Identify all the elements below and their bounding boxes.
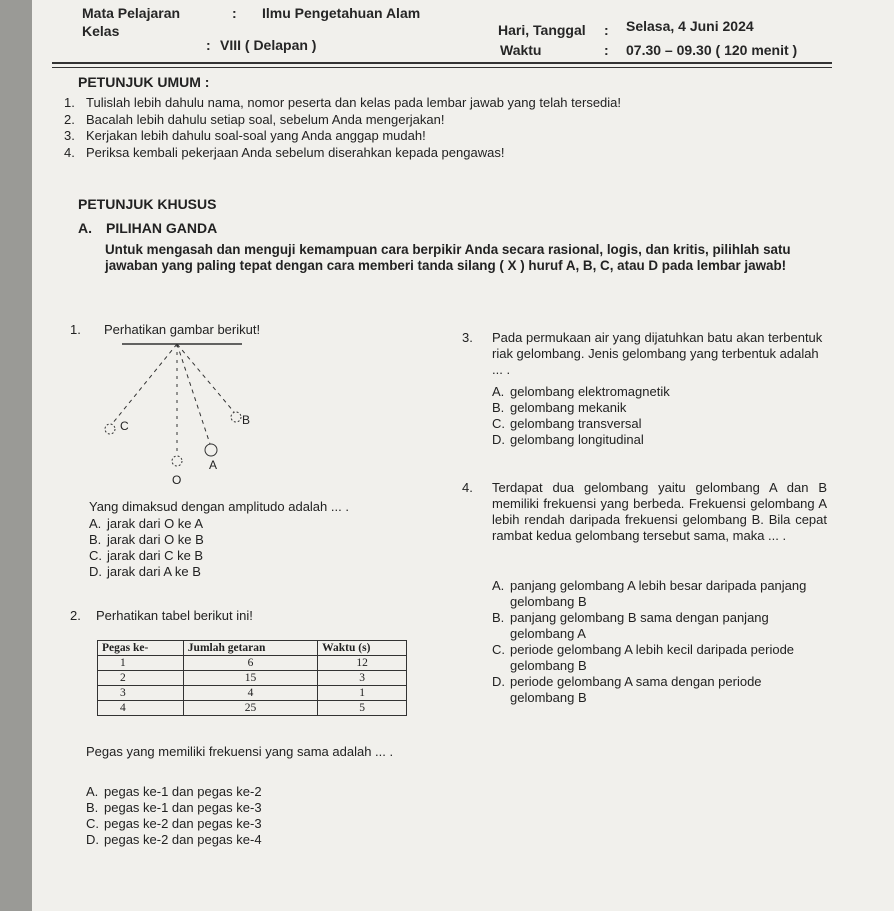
option[interactable]: D. periode gelombang A sama dengan periode gelombang B (492, 674, 762, 705)
string-a (177, 344, 210, 444)
section-title: PILIHAN GANDA (106, 220, 218, 236)
class-colon: : (206, 37, 211, 53)
class-label: Kelas (82, 23, 120, 39)
list-item: 2. Bacalah lebih dahulu setiap soal, sebelum Anda mengerjakan! (64, 111, 445, 127)
table-row: 2 15 3 (98, 671, 407, 686)
option[interactable]: B. gelombang mekanik (492, 400, 627, 415)
option[interactable]: B. panjang gelombang B sama dengan panjang gelombang A (492, 610, 769, 641)
q4-number: 4. (462, 480, 473, 495)
bob-o (172, 456, 182, 466)
date-value: Selasa, 4 Juni 2024 (626, 18, 754, 34)
option[interactable]: C. gelombang transversal (492, 416, 642, 431)
pendulum-figure (92, 338, 262, 488)
q1-prompt: Perhatikan gambar berikut! (104, 322, 261, 337)
option[interactable]: D. pegas ke-2 dan pegas ke-4 (86, 832, 262, 847)
option[interactable]: B. jarak dari O ke B (89, 532, 204, 547)
label-o: O (172, 473, 182, 487)
table-header: Pegas ke- (98, 641, 184, 656)
q3-question: Pada permukaan air yang dijatuhkan batu akan terbentuk riak gelombang. Jenis gelombang yang terbentuk adalah ... . (492, 330, 823, 377)
option[interactable]: B. pegas ke-1 dan pegas ke-3 (86, 800, 262, 815)
general-instructions-title: PETUNJUK UMUM : (78, 74, 210, 90)
q1-number: 1. (70, 322, 81, 337)
label-c: C (120, 419, 129, 433)
table-header-row (98, 641, 407, 656)
special-instructions-title: PETUNJUK KHUSUS (78, 196, 217, 212)
option[interactable]: D. gelombang longitudinal (492, 432, 644, 447)
option[interactable]: A. jarak dari O ke A (89, 516, 204, 531)
subject-label: Mata Pelajaran (82, 5, 181, 21)
q2-options (86, 784, 262, 848)
general-instructions-list (64, 95, 621, 161)
bob-a (205, 444, 217, 456)
list-item: 3. Kerjakan lebih dahulu soal-soal yang Anda anggap mudah! (64, 128, 426, 143)
subject-colon: : (232, 5, 237, 21)
option[interactable]: A. panjang gelombang A lebih besar daripada panjang gelombang B (492, 578, 807, 609)
option[interactable]: D. jarak dari A ke B (89, 564, 201, 579)
date-label: Hari, Tanggal (498, 22, 586, 38)
q2-number: 2. (70, 608, 81, 623)
option[interactable]: C. jarak dari C ke B (89, 548, 204, 563)
class-value: VIII ( Delapan ) (220, 37, 317, 53)
q4-question: Terdapat dua gelombang yaitu gelombang A dan B memiliki frekuensi yang berbeda. Frekuensi gelombang A lebih rendah daripada frekuensi gelombang B. Bila cepat rambat kedua gelombang tersebut sama, maka ... . (492, 480, 827, 543)
string-left (112, 344, 177, 424)
time-value: 07.30 – 09.30 ( 120 menit ) (626, 42, 798, 58)
time-colon: : (604, 42, 609, 58)
q2-question: Pegas yang memiliki frekuensi yang sama adalah ... . (86, 744, 394, 759)
section-letter: A. (78, 220, 92, 236)
table-header: Jumlah getaran (183, 641, 317, 656)
special-instruction-text: Untuk mengasah dan menguji kemampuan cara berpikir Anda secara rasional, logis, dan kritis, pilihlah satu jawaban yang paling tepat dengan cara memberi tanda silang ( X ) huruf A, B, C, atau D pada lembar jawab! (105, 242, 791, 273)
list-item: 4. Periksa kembali pekerjaan Anda sebelum diserahkan kepada pengawas! (64, 144, 505, 160)
bob-c (105, 424, 115, 434)
q2-prompt: Perhatikan tabel berikut ini! (96, 608, 253, 623)
subject-value: Ilmu Pengetahuan Alam (262, 5, 421, 21)
bob-b (231, 412, 241, 422)
time-label: Waktu (500, 42, 542, 58)
spring-table (97, 640, 407, 716)
date-colon: : (604, 22, 609, 38)
q1-question: Yang dimaksud dengan amplitudo adalah ... . (89, 499, 349, 514)
q3-number: 3. (462, 330, 473, 345)
q3-options (492, 384, 670, 448)
string-right (177, 344, 234, 412)
label-b: B (242, 413, 251, 427)
header-rule-top (52, 62, 832, 64)
option[interactable]: A. gelombang elektromagnetik (492, 384, 670, 399)
option[interactable]: C. periode gelombang A lebih kecil daripada periode gelombang B (492, 642, 795, 673)
q1-options (89, 516, 204, 580)
table-row: 4 25 5 (98, 701, 407, 716)
header-rule-bottom (52, 67, 832, 68)
option[interactable]: C. pegas ke-2 dan pegas ke-3 (86, 816, 262, 831)
table-row: 1 6 12 (98, 656, 407, 671)
label-a: A (209, 458, 218, 472)
table-header: Waktu (s) (318, 641, 407, 656)
option[interactable]: A. pegas ke-1 dan pegas ke-2 (86, 784, 262, 799)
table-row: 3 4 1 (98, 686, 407, 701)
list-item: 1. Tulislah lebih dahulu nama, nomor peserta dan kelas pada lembar jawab yang telah tersedia! (64, 95, 622, 110)
q4-options (492, 578, 827, 706)
